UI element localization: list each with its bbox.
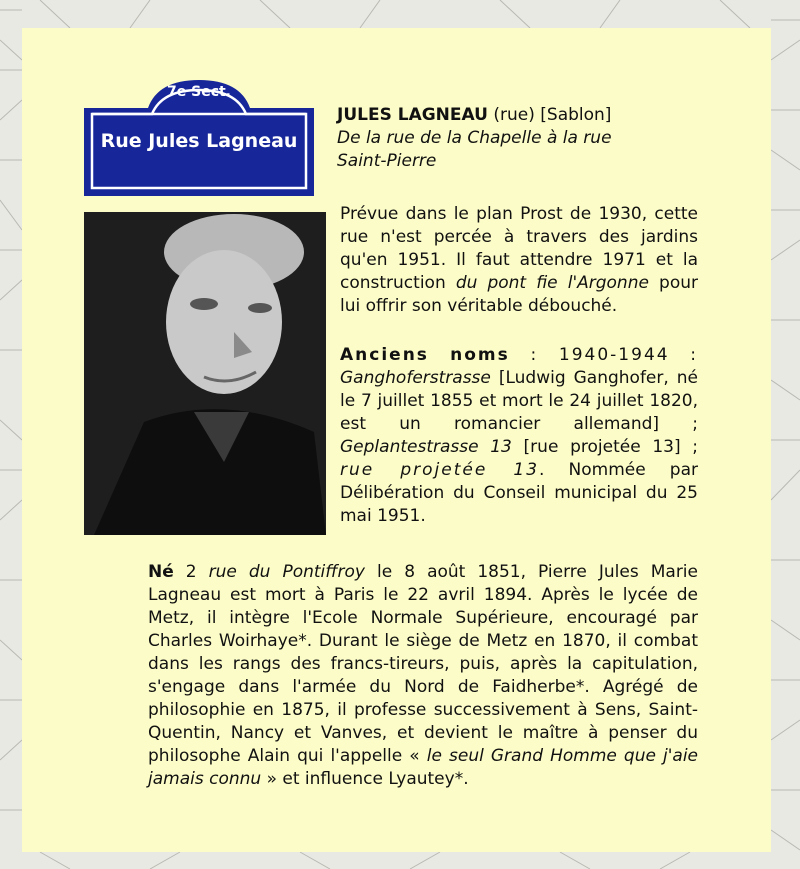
bio-text-2: le 8 août 1851, Pierre Jules Marie Lagneau est mort à Paris le 22 avril 1894. Après le lycée de Metz, il intègre l'Ecole Normale Supérieure, encouragé par Charles Woirhaye*. Durant le siège de Metz en 1870, il combat dans les rangs des francs-tireurs, puis, après la capitulation, s'engage dans l'armée du Nord de Faidherbe*. Agrégé de philosophie en 1875, il professe successivement à Sens, Saint-Quentin, Nancy et Vanves, et devient le maître à penser du philosophe Alain qui l'appelle «	[148, 562, 698, 766]
street-name: JULES LAGNEAU	[337, 105, 488, 125]
heading-line	[337, 104, 717, 127]
former-name-2-note: [rue projetée 13] ;	[511, 437, 698, 457]
former-name-1-note: [Ludwig Ganghofer, né le 7 juillet 1855 et mort le 24 juillet 1820, est un romancier allemand] ;	[340, 368, 698, 434]
route-line-2: Saint-Pierre	[337, 151, 437, 171]
biography-paragraph	[148, 561, 698, 791]
former-name-3: rue projetée 13	[340, 460, 540, 480]
route-line-1: De la rue de la Chapelle à la rue	[337, 128, 612, 148]
bio-text-end: » et influence Lyautey*.	[261, 769, 469, 789]
birth-street: rue du Pontiffroy	[208, 562, 365, 582]
sign-street-name: Rue Jules Lagneau	[100, 130, 298, 152]
bio-text-1: 2	[173, 562, 209, 582]
former-names-dates: : 1940-1944 :	[509, 345, 699, 365]
history-text: Prévue dans le plan Prost de 1930, cette rue n'est percée à travers des jardins qu'en 1951. Il faut attendre 1971 et la construction	[340, 204, 698, 293]
district: [Sablon]	[540, 105, 612, 125]
naming-decision: . Nommée par Délibération du Conseil municipal du 25 mai 1951.	[340, 460, 698, 526]
bridge-name: du pont fie l'Argonne	[455, 273, 649, 293]
street-sign	[80, 78, 318, 200]
street-type: (rue)	[487, 105, 541, 125]
history-paragraph	[340, 203, 698, 318]
former-name-2: Geplantestrasse 13	[340, 437, 512, 457]
street-heading	[337, 104, 717, 173]
born-label: Né	[148, 562, 174, 582]
portrait-photo	[84, 212, 326, 535]
former-names-label: Anciens noms	[340, 345, 510, 365]
sign-section: 7e Sect.	[167, 84, 231, 100]
history-text-end: pour lui offrir son véritable débouché.	[340, 273, 698, 316]
alain-quote: le seul Grand Homme que j'aie jamais connu	[148, 746, 698, 789]
former-name-1: Ganghoferstrasse	[340, 368, 491, 388]
former-names-paragraph	[340, 344, 698, 528]
